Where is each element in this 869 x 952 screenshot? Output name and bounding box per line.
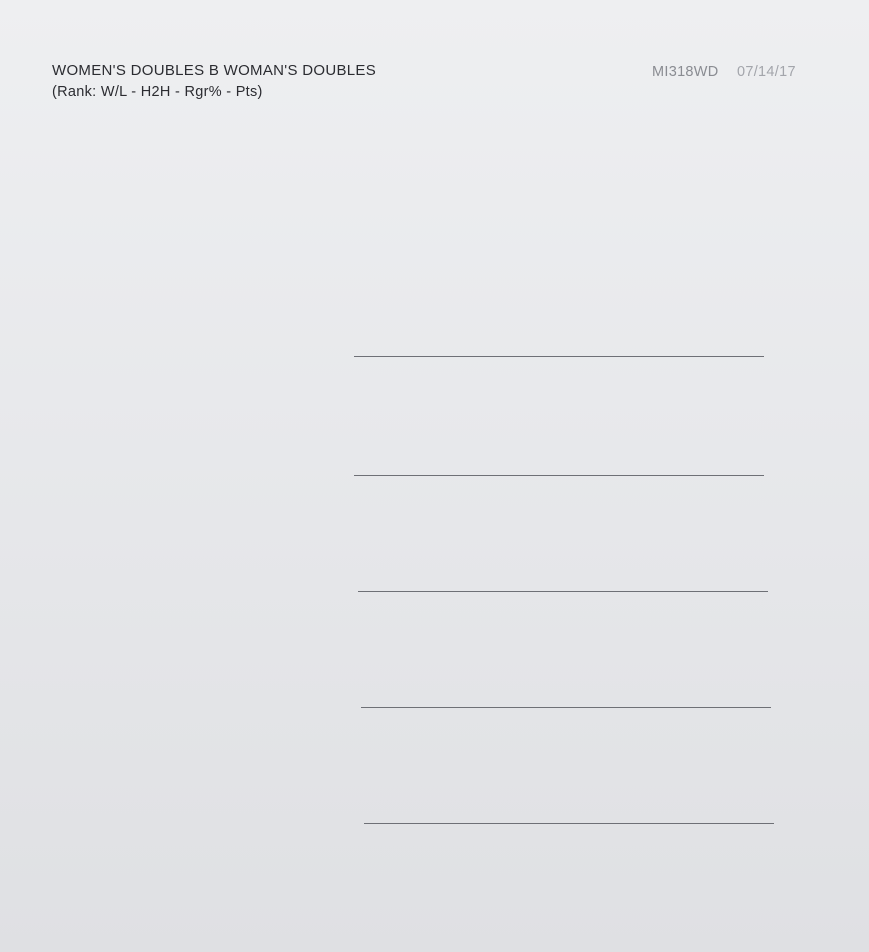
report-date: 07/14/17	[737, 64, 796, 80]
report-title: WOMEN'S DOUBLES B WOMAN'S DOUBLES	[52, 62, 377, 79]
totals-divider	[361, 707, 771, 708]
totals-divider	[364, 823, 774, 824]
totals-divider	[358, 591, 768, 592]
rank-note: (Rank: W/L - H2H - Rgr% - Pts)	[52, 84, 263, 100]
totals-divider	[354, 356, 764, 357]
totals-divider	[354, 475, 764, 476]
report-code: MI318WD	[652, 64, 719, 80]
